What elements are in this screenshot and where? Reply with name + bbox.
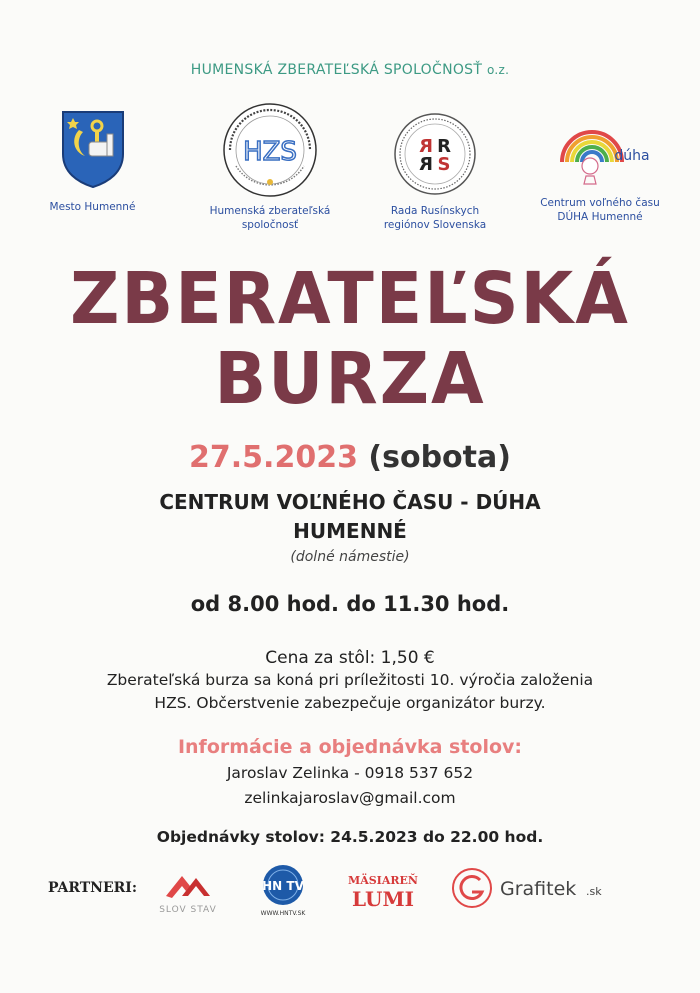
title-line-1: ZBERATEĽSKÁ: [70, 258, 630, 341]
event-date-value: 27.5.2023: [189, 440, 358, 475]
contact-email[interactable]: zelinkajaroslav@gmail.com: [244, 789, 456, 807]
logo-hzs: [195, 100, 345, 232]
partner-text: SLOV STAV: [159, 905, 217, 915]
venue-line-2: HUMENNÉ: [293, 519, 407, 543]
logo-rrs: [370, 112, 500, 232]
logo-caption: spoločnosť: [241, 219, 299, 232]
partner-text: HN TV: [262, 879, 304, 893]
rrs-emblem-icon: [393, 112, 477, 196]
logo-caption: Humenská zberateľská: [209, 205, 331, 217]
event-note-line: HZS. Občerstvenie zabezpečuje organizátor burzy.: [154, 694, 546, 712]
hzs-emblem-text: HZS: [243, 137, 297, 167]
event-note-line: Zberateľská burza sa koná pri príležitosti 10. výročia založenia: [106, 671, 594, 689]
logo-duha: [520, 112, 680, 224]
logo-caption: regiónov Slovenska: [383, 219, 487, 232]
masiaren-lumi-logo-icon: [338, 868, 428, 913]
organization-name: HUMENSKÁ ZBERATEĽSKÁ SPOLOČNOSŤ: [190, 62, 483, 78]
partner-suffix: .sk: [586, 885, 602, 898]
venue-note: (dolné námestie): [290, 549, 410, 565]
logo-caption: Rada Rusínskych: [390, 205, 480, 217]
rainbow-duha-icon: [550, 112, 650, 186]
logo-mesto-humenne: [30, 108, 155, 214]
grafitek-logo-icon: [450, 866, 610, 911]
rrs-letter: R: [419, 136, 433, 157]
rrs-letter: R: [419, 154, 433, 175]
logo-caption: DÚHA Humenné: [557, 211, 643, 224]
duha-emblem-text: dúha: [614, 148, 650, 164]
info-heading: Informácie a objednávka stolov:: [177, 736, 523, 758]
event-date: [0, 440, 700, 475]
organization-header: [0, 62, 700, 78]
slovstav-logo-icon: [152, 866, 224, 916]
orders-deadline: Objednávky stolov: 24.5.2023 do 22.00 hod.: [156, 828, 544, 846]
partner-subtext: WWW.HNTV.SK: [260, 910, 306, 917]
hzs-emblem-icon: [220, 100, 320, 200]
venue-line-1: CENTRUM VOĽNÉHO ČASU - DÚHA: [159, 490, 541, 514]
partner-text: MÄSIAREŇ: [348, 874, 418, 887]
event-time: od 8.00 hod. do 11.30 hod.: [190, 592, 510, 616]
rrs-letter: R: [437, 136, 451, 157]
title-line-2: BURZA: [214, 338, 486, 421]
partner-text: Grafitek: [500, 878, 577, 900]
logo-caption: Mesto Humenné: [49, 201, 136, 213]
table-price: Cena za stôl: 1,50 €: [265, 648, 435, 668]
event-weekday: (sobota): [368, 440, 511, 475]
logo-caption: Centrum voľného času: [540, 197, 660, 209]
organization-suffix: o.z.: [486, 63, 510, 77]
rrs-letter: S: [437, 154, 451, 175]
partners-label: PARTNERI:: [48, 880, 137, 896]
partner-text: LUMI: [352, 887, 414, 911]
contact-person: Jaroslav Zelinka - 0918 537 652: [226, 764, 474, 782]
hntv-logo-icon: [258, 863, 308, 918]
coat-of-arms-icon: [59, 108, 127, 190]
